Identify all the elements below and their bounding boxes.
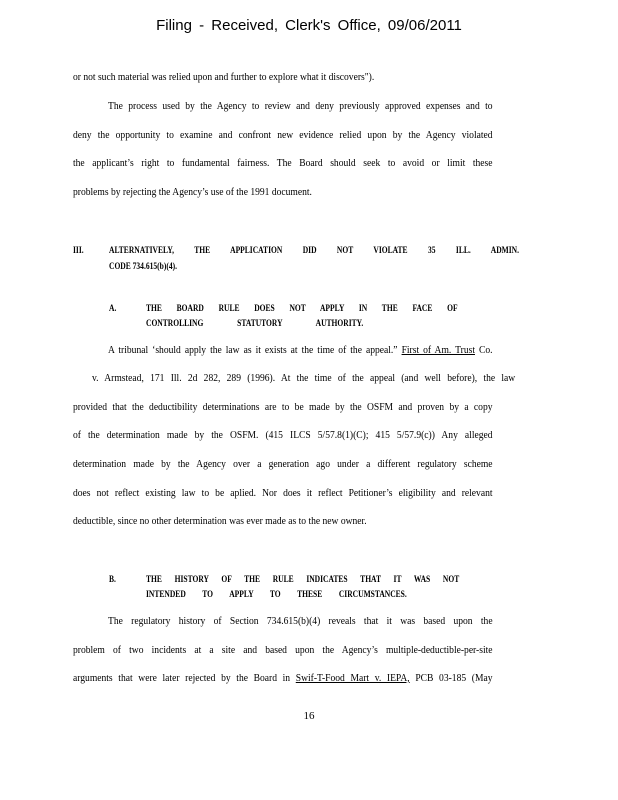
text-line: the applicant’s right to fundamental fairness. The Board should seek to avoid or limit these [73,158,493,169]
subsection-heading: THE HISTORY OF THE RULE INDICATES THAT IT WAS NOT [146,574,460,584]
text-line: The process used by the Agency to review and deny previously approved expenses and to [108,101,493,112]
text-line: The regulatory history of Section 734.615(b)(4) reveals that it was based upon the [108,616,493,627]
section-number: III. [73,245,84,255]
subsection-letter: B. [109,574,116,584]
subsection-heading: INTENDED TO APPLY TO THESE CIRCUMSTANCES. [146,589,407,599]
text-line: provided that the deductibility determinations are to be made by the OSFM and proven by a copy [73,402,493,413]
text-line: of the determination made by the OSFM. (415 ILCS 5/57.8(1)(C); 415 5/57.9(c)) Any alleged [73,430,493,441]
text-line: problems by rejecting the Agency’s use of the 1991 document. [73,187,312,198]
text-span: Co. [479,345,493,356]
page-number: 16 [303,710,315,722]
subsection-heading: CONTROLLING STATUTORY AUTHORITY. [146,318,364,328]
text-span: A tribunal ‘should apply the law as it exists at the time of the appeal.” [108,345,398,356]
text-line: does not reflect existing law to be aplied. Nor does it reflect Petitioner’s eligibility and relevant [73,488,493,499]
text-line: or not such material was relied upon and further to explore what it discovers"). [73,72,375,83]
section-heading: CODE 734.615(b)(4). [109,261,178,271]
text-span: PCB 03-185 (May [415,673,493,684]
filing-stamp-header: Filing - Received, Clerk's Office, 09/06/2011 [156,17,462,34]
text-line: problem of two incidents at a site and based upon the Agency’s multiple-deductible-per-site [73,645,493,656]
text-line: determination made by the Agency over a generation ago under a different regulatory scheme [73,459,493,470]
text-line [108,345,493,356]
text-line: deductible, since no other determination was ever made as to the new owner. [73,516,367,527]
subsection-letter: A. [109,303,117,313]
subsection-heading: THE BOARD RULE DOES NOT APPLY IN THE FACE OF [146,303,458,313]
text-span: arguments that were later rejected by the Board in [73,673,291,684]
text-line: deny the opportunity to examine and confront new evidence relied upon by the Agency violated [73,130,493,141]
case-citation: First of Am. Trust [401,345,475,356]
text-line [73,673,493,684]
text-line: v. Armstead, 171 Ill. 2d 282, 289 (1996). At the time of the appeal (and well before), the law [92,373,516,384]
section-heading: ALTERNATIVELY, THE APPLICATION DID NOT VIOLATE 35 ILL. ADMIN. [109,245,519,255]
case-citation: Swif-T-Food Mart v. IEPA, [295,673,410,684]
